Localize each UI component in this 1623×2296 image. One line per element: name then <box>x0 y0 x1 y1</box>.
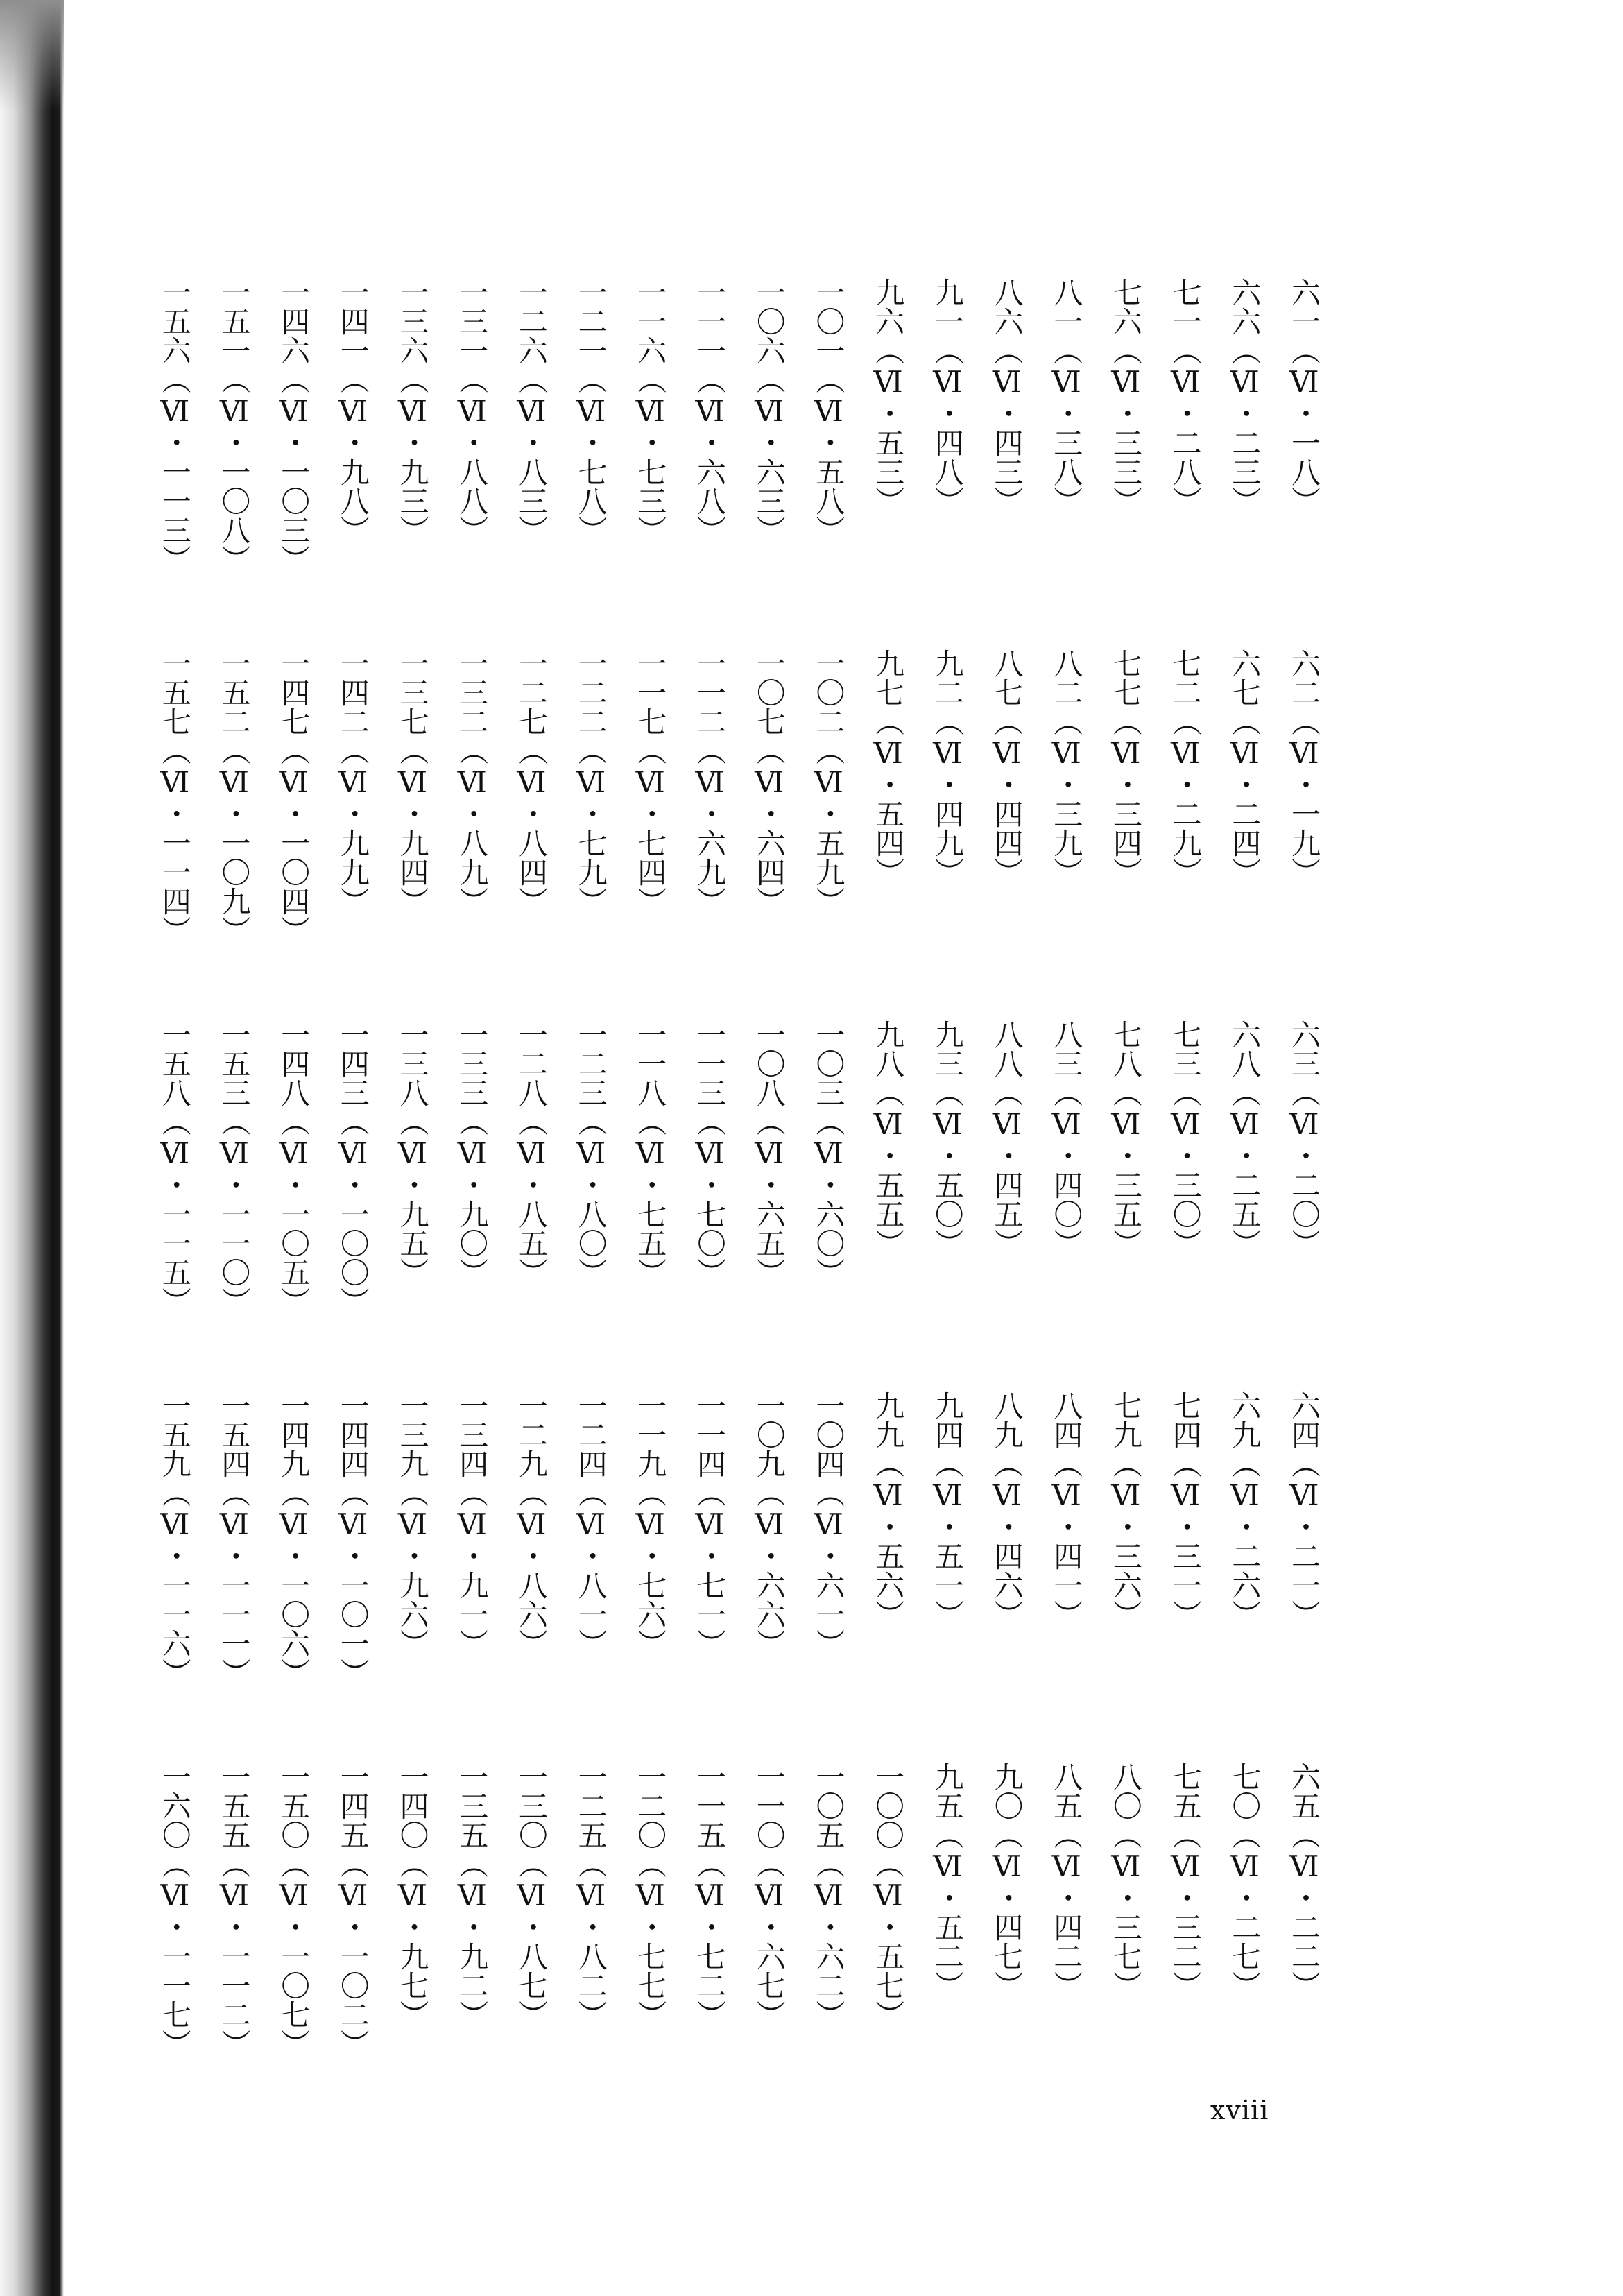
index-entry <box>509 1391 553 1682</box>
index-entry <box>1044 1762 1088 2053</box>
index-entry-text: 一一五（Ⅵ・七二） <box>693 1762 727 2029</box>
index-entry-text: 一二四（Ⅵ・八一） <box>574 1391 608 1658</box>
index-entry-text: 一二二（Ⅵ・七九） <box>574 649 608 916</box>
index-entry <box>390 1762 435 2053</box>
index-entry <box>1044 1391 1088 1682</box>
index-entry-text: 一一三（Ⅵ・七〇） <box>693 1020 727 1287</box>
index-entry-text: 八二（Ⅵ・三九） <box>1049 649 1084 886</box>
index-entry-text: 一三八（Ⅵ・九五） <box>395 1020 430 1287</box>
index-entry <box>985 277 1029 569</box>
index-entry-text: 一四六（Ⅵ・一〇三） <box>277 277 311 574</box>
index-entry-text: 八〇（Ⅵ・三七） <box>1108 1762 1143 2000</box>
index-entry <box>925 649 970 940</box>
index-entry-text: 一五九（Ⅵ・一一六） <box>157 1391 192 1687</box>
index-entry-text: 一〇三（Ⅵ・六〇） <box>812 1020 846 1287</box>
index-entry <box>866 277 910 569</box>
index-entry-text: 一四四（Ⅵ・一〇一） <box>336 1391 370 1687</box>
index-entry-text: 一五一（Ⅵ・一〇八） <box>217 277 252 574</box>
index-entry-text: 一四八（Ⅵ・一〇五） <box>277 1020 311 1316</box>
index-entry <box>212 1762 256 2058</box>
index-entry <box>271 649 316 945</box>
index-entry-text: 八三（Ⅵ・四〇） <box>1049 1020 1084 1258</box>
index-entry-text: 六五（Ⅵ・二二） <box>1287 1762 1321 2000</box>
index-entry <box>806 649 850 940</box>
index-entry <box>509 649 553 940</box>
index-entry-text: 八八（Ⅵ・四五） <box>990 1020 1024 1258</box>
index-entry-text: 八五（Ⅵ・四二） <box>1049 1762 1084 2000</box>
index-entry <box>925 1762 970 2053</box>
index-entry-text: 一六〇（Ⅵ・一一七） <box>157 1762 192 2058</box>
index-entry-text: 一二八（Ⅵ・八五） <box>514 1020 549 1287</box>
index-entry <box>569 649 613 940</box>
index-entry-text: 一一九（Ⅵ・七六） <box>633 1391 668 1658</box>
index-entry <box>449 1020 494 1311</box>
index-entry-text: 一三九（Ⅵ・九六） <box>395 1391 430 1658</box>
index-entry <box>569 277 613 569</box>
index-entry <box>628 1020 672 1311</box>
index-entry-text: 一二三（Ⅵ・八〇） <box>574 1020 608 1287</box>
index-entry <box>1104 1762 1148 2053</box>
index-entry <box>1104 1391 1148 1682</box>
index-entry <box>390 277 435 569</box>
index-entry-text: 一〇九（Ⅵ・六六） <box>752 1391 787 1658</box>
index-entry-text: 七八（Ⅵ・三五） <box>1108 1020 1143 1258</box>
index-entry-text: 一〇七（Ⅵ・六四） <box>752 649 787 916</box>
index-entry-text: 九三（Ⅵ・五〇） <box>930 1020 965 1258</box>
index-entry-text: 六六（Ⅵ・二三） <box>1228 277 1262 515</box>
index-entry <box>866 649 910 940</box>
index-entry <box>806 1391 850 1682</box>
index-entry <box>866 1762 910 2053</box>
index-entry <box>271 1020 316 1316</box>
index-entry-text: 一〇〇（Ⅵ・五七） <box>871 1762 906 2029</box>
index-entry-text: 一五〇（Ⅵ・一〇七） <box>277 1762 311 2058</box>
index-entry-text: 一〇八（Ⅵ・六五） <box>752 1020 787 1287</box>
index-entry-text: 七九（Ⅵ・三六） <box>1108 1391 1143 1629</box>
index-entry-text: 一四〇（Ⅵ・九七） <box>395 1762 430 2029</box>
index-entry-text: 一一六（Ⅵ・七三） <box>633 277 668 545</box>
index-entry <box>509 277 553 569</box>
index-entry-text: 九八（Ⅵ・五五） <box>871 1020 906 1258</box>
index-entry-text: 九六（Ⅵ・五三） <box>871 277 906 515</box>
index-entry <box>985 1391 1029 1682</box>
index-entry <box>331 1020 375 1316</box>
index-entry <box>1282 277 1326 569</box>
index-entry-text: 一四三（Ⅵ・一〇〇） <box>336 1020 370 1316</box>
index-entry <box>1163 1762 1208 2053</box>
index-entry <box>449 1762 494 2053</box>
index-entry-text: 一〇二（Ⅵ・五九） <box>812 649 846 916</box>
index-entry <box>569 1391 613 1682</box>
index-entry <box>449 649 494 940</box>
index-entry <box>1044 649 1088 940</box>
index-entry <box>1282 1762 1326 2053</box>
index-entry <box>331 277 375 569</box>
index-entry-text: 一二〇（Ⅵ・七七） <box>633 1762 668 2029</box>
index-entry-text: 一五二（Ⅵ・一〇九） <box>217 649 252 945</box>
index-entry-text: 八六（Ⅵ・四三） <box>990 277 1024 515</box>
index-entry <box>271 1762 316 2058</box>
index-entry <box>331 1391 375 1687</box>
index-entry-text: 六四（Ⅵ・二一） <box>1287 1391 1321 1629</box>
index-entry <box>449 277 494 569</box>
index-entry <box>1222 1391 1266 1682</box>
index-entry <box>628 1391 672 1682</box>
index-entry-text: 一一八（Ⅵ・七五） <box>633 1020 668 1287</box>
index-entry <box>985 1762 1029 2053</box>
index-entry-text: 一四九（Ⅵ・一〇六） <box>277 1391 311 1687</box>
index-entry <box>925 1020 970 1311</box>
index-entry <box>1222 1762 1266 2053</box>
index-entry-text: 一五四（Ⅵ・一一一） <box>217 1391 252 1687</box>
index-entry <box>212 649 256 945</box>
index-entry-text: 一三五（Ⅵ・九二） <box>455 1762 490 2029</box>
index-entry-text: 九一（Ⅵ・四八） <box>930 277 965 515</box>
index-entry-text: 九〇（Ⅵ・四七） <box>990 1762 1024 2000</box>
index-entry-text: 一五六（Ⅵ・一一三） <box>157 277 192 574</box>
index-entry-text: 六八（Ⅵ・二五） <box>1228 1020 1262 1258</box>
index-entry <box>925 277 970 569</box>
index-entry <box>449 1391 494 1682</box>
index-entry <box>1104 277 1148 569</box>
index-entry <box>509 1762 553 2053</box>
index-entry-text: 八四（Ⅵ・四一） <box>1049 1391 1084 1629</box>
index-entry <box>806 1020 850 1311</box>
index-entry <box>390 649 435 940</box>
index-entry <box>390 1020 435 1311</box>
index-entry <box>925 1391 970 1682</box>
index-entry <box>390 1391 435 1682</box>
index-entry-text: 一三三（Ⅵ・九〇） <box>455 1020 490 1287</box>
index-entry-text: 九五（Ⅵ・五二） <box>930 1762 965 2000</box>
index-entry-text: 九九（Ⅵ・五六） <box>871 1391 906 1629</box>
index-entry <box>212 277 256 574</box>
index-entry-text: 一一七（Ⅵ・七四） <box>633 649 668 916</box>
index-entry-text: 九四（Ⅵ・五一） <box>930 1391 965 1629</box>
index-entry-text: 九二（Ⅵ・四九） <box>930 649 965 886</box>
index-entry-text: 七六（Ⅵ・三三） <box>1108 277 1143 515</box>
index-entry-text: 八九（Ⅵ・四六） <box>990 1391 1024 1629</box>
index-entry <box>153 649 197 945</box>
index-entry <box>687 649 732 940</box>
index-entry <box>1222 277 1266 569</box>
index-entry <box>747 1020 791 1311</box>
index-entry-text: 一三七（Ⅵ・九四） <box>395 649 430 916</box>
index-entry <box>1282 649 1326 940</box>
index-block <box>0 649 1623 945</box>
index-entry <box>153 277 197 574</box>
index-entry <box>153 1391 197 1687</box>
index-entry <box>212 1020 256 1316</box>
index-entry <box>866 1020 910 1311</box>
index-entry-text: 一四七（Ⅵ・一〇四） <box>277 649 311 945</box>
index-entry-text: 一五七（Ⅵ・一一四） <box>157 649 192 945</box>
index-entry-text: 六七（Ⅵ・二四） <box>1228 649 1262 886</box>
index-entry <box>271 277 316 574</box>
index-entry-text: 一三四（Ⅵ・九一） <box>455 1391 490 1658</box>
index-entry-text: 一三二（Ⅵ・八九） <box>455 649 490 916</box>
index-entry-text: 一四二（Ⅵ・九九） <box>336 649 370 916</box>
index-entry <box>1044 277 1088 569</box>
index-entry-text: 七〇（Ⅵ・二七） <box>1228 1762 1262 2000</box>
index-entry-text: 一一四（Ⅵ・七一） <box>693 1391 727 1658</box>
index-entry <box>985 649 1029 940</box>
index-entry <box>1282 1391 1326 1682</box>
index-block <box>0 277 1623 574</box>
index-entry <box>1104 649 1148 940</box>
index-entry <box>628 1762 672 2053</box>
index-entry-text: 七四（Ⅵ・三一） <box>1168 1391 1203 1629</box>
index-entry <box>866 1391 910 1682</box>
index-entry <box>1163 1391 1208 1682</box>
index-entry-text: 七七（Ⅵ・三四） <box>1108 649 1143 886</box>
index-entry-text: 六一（Ⅵ・一八） <box>1287 277 1321 515</box>
index-entry-text: 八一（Ⅵ・三八） <box>1049 277 1084 515</box>
index-entry <box>271 1391 316 1687</box>
index-entry-text: 一三〇（Ⅵ・八七） <box>514 1762 549 2029</box>
index-entry <box>806 1762 850 2053</box>
index-entry <box>687 1391 732 1682</box>
index-entry <box>747 277 791 569</box>
index-entry-text: 六九（Ⅵ・二六） <box>1228 1391 1262 1629</box>
index-entry-text: 一二七（Ⅵ・八四） <box>514 649 549 916</box>
index-entry-text: 一一〇（Ⅵ・六七） <box>752 1762 787 2029</box>
index-block <box>0 1762 1623 2058</box>
index-entry <box>331 1762 375 2058</box>
index-entry <box>747 1762 791 2053</box>
index-entry-text: 一四一（Ⅵ・九八） <box>336 277 370 545</box>
index-entry <box>628 277 672 569</box>
index-entry <box>628 649 672 940</box>
index-entry-text: 一〇四（Ⅵ・六一） <box>812 1391 846 1658</box>
index-entry <box>569 1020 613 1311</box>
index-entry <box>1222 649 1266 940</box>
index-entry <box>212 1391 256 1687</box>
index-entry <box>569 1762 613 2053</box>
index-entry <box>509 1020 553 1311</box>
index-entry-text: 一五五（Ⅵ・一一二） <box>217 1762 252 2058</box>
index-entry-text: 一二九（Ⅵ・八六） <box>514 1391 549 1658</box>
book-spine-shading <box>0 0 64 111</box>
index-entry <box>687 1762 732 2053</box>
index-entry <box>1163 277 1208 569</box>
index-entry <box>687 1020 732 1311</box>
index-entry <box>1044 1020 1088 1311</box>
index-entry <box>153 1020 197 1316</box>
index-block <box>0 1020 1623 1316</box>
index-entry <box>687 277 732 569</box>
page-number: xviii <box>1210 2095 1269 2125</box>
index-entry-text: 一二六（Ⅵ・八三） <box>514 277 549 545</box>
index-entry-text: 七五（Ⅵ・三二） <box>1168 1762 1203 2000</box>
index-entry <box>1222 1020 1266 1311</box>
index-entry-text: 一五八（Ⅵ・一一五） <box>157 1020 192 1316</box>
index-entry-text: 七一（Ⅵ・二八） <box>1168 277 1203 515</box>
index-entry <box>747 649 791 940</box>
index-entry <box>331 649 375 940</box>
index-entry-text: 一一二（Ⅵ・六九） <box>693 649 727 916</box>
index-entry <box>153 1762 197 2058</box>
index-block <box>0 1391 1623 1687</box>
index-entry-text: 九七（Ⅵ・五四） <box>871 649 906 886</box>
index-entry-text: 一二一（Ⅵ・七八） <box>574 277 608 545</box>
index-entry-text: 七二（Ⅵ・二九） <box>1168 649 1203 886</box>
index-entry <box>1282 1020 1326 1311</box>
index-entry-text: 一〇五（Ⅵ・六二） <box>812 1762 846 2029</box>
index-entry-text: 一〇六（Ⅵ・六三） <box>752 277 787 545</box>
index-entry <box>1163 649 1208 940</box>
index-entry-text: 六二（Ⅵ・一九） <box>1287 649 1321 886</box>
index-entry-text: 八七（Ⅵ・四四） <box>990 649 1024 886</box>
index-entry-text: 一三一（Ⅵ・八八） <box>455 277 490 545</box>
index-entry <box>1104 1020 1148 1311</box>
index-entry <box>747 1391 791 1682</box>
index-entry-text: 一四五（Ⅵ・一〇二） <box>336 1762 370 2058</box>
index-entry-text: 一三六（Ⅵ・九三） <box>395 277 430 545</box>
index-entry <box>806 277 850 569</box>
index-entry-text: 六三（Ⅵ・二〇） <box>1287 1020 1321 1258</box>
index-entry <box>1163 1020 1208 1311</box>
index-entry-text: 一〇一（Ⅵ・五八） <box>812 277 846 545</box>
index-entry-text: 一二五（Ⅵ・八二） <box>574 1762 608 2029</box>
index-entry <box>985 1020 1029 1311</box>
index-entry-text: 七三（Ⅵ・三〇） <box>1168 1020 1203 1258</box>
index-entry-text: 一一一（Ⅵ・六八） <box>693 277 727 545</box>
index-entry-text: 一五三（Ⅵ・一一〇） <box>217 1020 252 1316</box>
